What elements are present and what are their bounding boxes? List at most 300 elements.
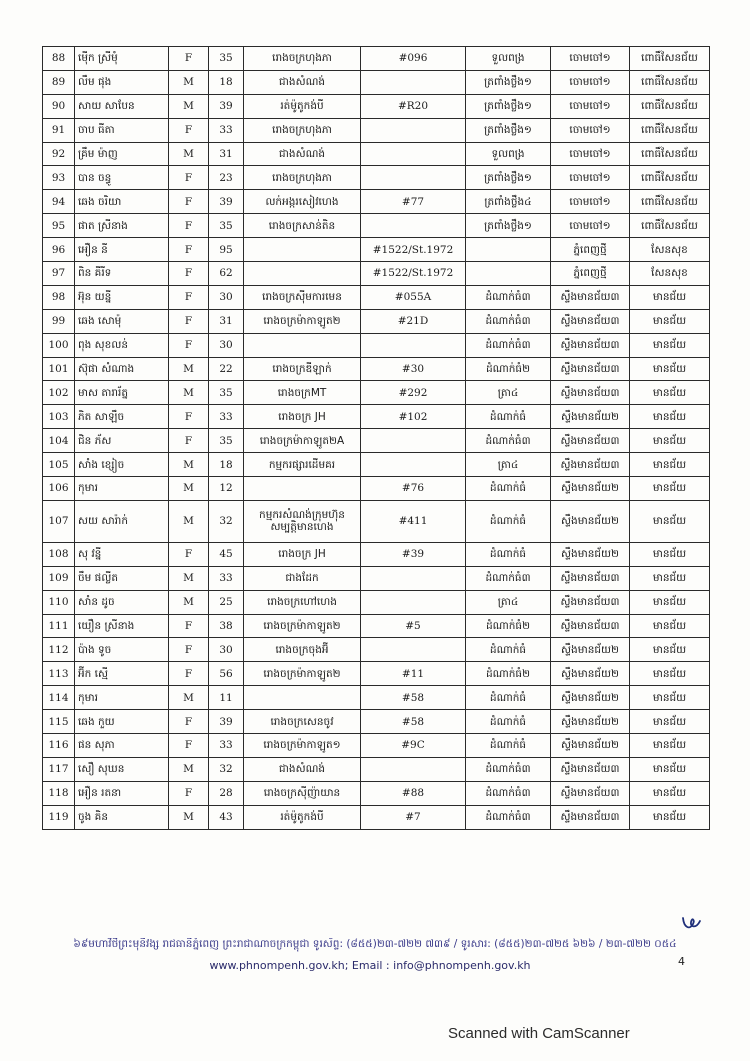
street-cell: ដំណាក់ធំ៣: [466, 429, 551, 453]
age-cell: 18: [209, 453, 244, 477]
house-number-cell: [361, 757, 466, 781]
table-row: [43, 710, 710, 734]
age-cell: 62: [209, 262, 244, 286]
age-cell: 31: [209, 309, 244, 333]
commune-cell: មានជ័យ: [630, 781, 710, 805]
person-name-cell: ពុង សុខលន់: [75, 333, 169, 357]
person-name-cell: គ្រឹម ម៉ាញ: [75, 142, 169, 166]
street-cell: ត្រពាំងថ្លឹង១: [466, 166, 551, 190]
row-number-cell: 118: [43, 781, 75, 805]
sex-cell: M: [169, 590, 209, 614]
house-number-cell: #39: [361, 542, 466, 566]
commune-cell: ពោធិ៍សែនជ័យ: [630, 118, 710, 142]
commune-cell: មានជ័យ: [630, 638, 710, 662]
table-row: [43, 805, 710, 829]
workplace-cell: រោងចក្រម៉ាកាឡូត២: [244, 614, 361, 638]
street-cell: [466, 262, 551, 286]
roster-table: [42, 46, 710, 830]
age-cell: 33: [209, 566, 244, 590]
street-cell: ដំណាក់ធំ: [466, 500, 551, 542]
workplace-cell: រោងចក្រហៅហេង: [244, 590, 361, 614]
commune-cell: ពោធិ៍សែនជ័យ: [630, 190, 710, 214]
person-name-cell: សយ សារ៉ាក់: [75, 500, 169, 542]
age-cell: 30: [209, 638, 244, 662]
age-cell: 35: [209, 47, 244, 71]
commune-cell: ពោធិ៍សែនជ័យ: [630, 70, 710, 94]
house-number-cell: [361, 590, 466, 614]
commune-cell: ពោធិ៍សែនជ័យ: [630, 94, 710, 118]
street-cell: ត្រា៤: [466, 453, 551, 477]
sex-cell: F: [169, 214, 209, 238]
sex-cell: F: [169, 309, 209, 333]
commune-cell: មានជ័យ: [630, 734, 710, 758]
sex-cell: F: [169, 405, 209, 429]
commune-cell: មានជ័យ: [630, 500, 710, 542]
person-name-cell: អ៊ុន យន្នី: [75, 285, 169, 309]
workplace-cell: រោងចក្រម៉ាកាឡូត២: [244, 309, 361, 333]
workplace-cell: [244, 333, 361, 357]
person-name-cell: ឆេង សោម៉ុ: [75, 309, 169, 333]
sex-cell: F: [169, 333, 209, 357]
table-row: [43, 142, 710, 166]
workplace-cell: រត់ម៉ូតូកង់បី: [244, 94, 361, 118]
person-name-cell: អឿន នី: [75, 238, 169, 262]
house-number-cell: #055A: [361, 285, 466, 309]
commune-cell: មានជ័យ: [630, 381, 710, 405]
age-cell: 31: [209, 142, 244, 166]
person-name-cell: ចាប ធីតា: [75, 118, 169, 142]
table-row: [43, 405, 710, 429]
workplace-cell: រោងចក្រសាន់តិន: [244, 214, 361, 238]
workplace-cell: រោងចក្រម៉ាកាឡូត២: [244, 662, 361, 686]
person-name-cell: អឿន រតនា: [75, 781, 169, 805]
commune-cell: ពោធិ៍សែនជ័យ: [630, 47, 710, 71]
person-name-cell: ផាត ស្រីនាង: [75, 214, 169, 238]
commune-cell: មានជ័យ: [630, 614, 710, 638]
village-cell: ស្ទឹងមានជ័យ៣: [551, 590, 630, 614]
workplace-cell: រោងចក្រឌីឡាក់: [244, 357, 361, 381]
sex-cell: F: [169, 781, 209, 805]
house-number-cell: #096: [361, 47, 466, 71]
person-name-cell: លឹម ផុង: [75, 70, 169, 94]
person-name-cell: មាស តារារ័ត្ន: [75, 381, 169, 405]
house-number-cell: #102: [361, 405, 466, 429]
village-cell: ស្ទឹងមានជ័យ៣: [551, 309, 630, 333]
person-name-cell: សាំន ដូច: [75, 590, 169, 614]
row-number-cell: 113: [43, 662, 75, 686]
house-number-cell: [361, 453, 466, 477]
person-name-cell: សឿ សុឃន: [75, 757, 169, 781]
page-number: 4: [678, 955, 685, 968]
commune-cell: មានជ័យ: [630, 662, 710, 686]
workplace-cell: ជាងសំណង់: [244, 757, 361, 781]
sex-cell: F: [169, 710, 209, 734]
table-row: [43, 638, 710, 662]
workplace-cell: ជាងដែក: [244, 566, 361, 590]
person-name-cell: ឆេង កួយ: [75, 710, 169, 734]
row-number-cell: 96: [43, 238, 75, 262]
sex-cell: M: [169, 757, 209, 781]
village-cell: ស្ទឹងមានជ័យ២: [551, 686, 630, 710]
street-cell: ទួលពង្រ: [466, 47, 551, 71]
person-name-cell: ឆេង ចរិយា: [75, 190, 169, 214]
workplace-cell: [244, 477, 361, 501]
person-name-cell: យឿន ស្រីនាង: [75, 614, 169, 638]
row-number-cell: 110: [43, 590, 75, 614]
sex-cell: F: [169, 47, 209, 71]
commune-cell: មានជ័យ: [630, 357, 710, 381]
sex-cell: F: [169, 429, 209, 453]
workplace-cell: រោងចក្រស៊ីមការមេន: [244, 285, 361, 309]
workplace-cell: រោងចក្រចុងអ៊ី: [244, 638, 361, 662]
table-row: [43, 285, 710, 309]
house-number-cell: [361, 142, 466, 166]
street-cell: ត្រពាំងថ្លឹង១: [466, 94, 551, 118]
sex-cell: F: [169, 662, 209, 686]
row-number-cell: 119: [43, 805, 75, 829]
sex-cell: M: [169, 805, 209, 829]
street-cell: ត្រពាំងថ្លឹង១: [466, 70, 551, 94]
row-number-cell: 91: [43, 118, 75, 142]
house-number-cell: #1522/St.1972: [361, 238, 466, 262]
footer-address: ៦៩មហាវិថីព្រះមុនីវង្ស រាជធានីភ្នំពេញ ព្រះរាជាណាចក្រកម្ពុជា ទូរស័ព្ទ: (៨៥៥)២៣-៧២២ ៧៣៩ / ទូរសារ: (៨៥៥)២៣-៧២៥ ៦២៦ / ២៣-៧២២ ០៥៤: [73, 938, 677, 950]
workplace-cell: [244, 686, 361, 710]
village-cell: ចោមចៅ១: [551, 190, 630, 214]
person-name-cell: សុ វន្នី: [75, 542, 169, 566]
house-number-cell: #7: [361, 805, 466, 829]
row-number-cell: 92: [43, 142, 75, 166]
table-row: [43, 734, 710, 758]
workplace-cell: រត់ម៉ូតូកង់បី: [244, 805, 361, 829]
village-cell: ស្ទឹងមានជ័យ២: [551, 734, 630, 758]
workplace-cell: [244, 238, 361, 262]
sex-cell: F: [169, 262, 209, 286]
workplace-cell: រោងចក្រហុងភា: [244, 47, 361, 71]
age-cell: 23: [209, 166, 244, 190]
street-cell: ដំណាក់ធំ៣: [466, 309, 551, 333]
table-row: [43, 781, 710, 805]
person-name-cell: កុមារ: [75, 686, 169, 710]
age-cell: 43: [209, 805, 244, 829]
street-cell: ដំណាក់ធំ: [466, 686, 551, 710]
street-cell: ត្រា៤: [466, 590, 551, 614]
village-cell: ចោមចៅ១: [551, 70, 630, 94]
village-cell: ចោមចៅ១: [551, 94, 630, 118]
age-cell: 39: [209, 94, 244, 118]
house-number-cell: #21D: [361, 309, 466, 333]
house-number-cell: [361, 638, 466, 662]
commune-cell: មានជ័យ: [630, 686, 710, 710]
table-row: [43, 214, 710, 238]
sex-cell: M: [169, 94, 209, 118]
footer-contact: www.phnompenh.gov.kh; Email : info@phnompenh.gov.kh: [209, 959, 531, 972]
sex-cell: M: [169, 566, 209, 590]
street-cell: ដំណាក់ធំ: [466, 542, 551, 566]
table-row: [43, 238, 710, 262]
age-cell: 30: [209, 285, 244, 309]
house-number-cell: [361, 566, 466, 590]
row-number-cell: 111: [43, 614, 75, 638]
house-number-cell: [361, 166, 466, 190]
workplace-cell: រោងចក្រម៉ាកាឡូត២A: [244, 429, 361, 453]
commune-cell: សែនសុខ: [630, 262, 710, 286]
table-row: [43, 333, 710, 357]
person-name-cell: ស៊ុផា សំណាង: [75, 357, 169, 381]
table-row: [43, 686, 710, 710]
house-number-cell: #9C: [361, 734, 466, 758]
age-cell: 33: [209, 734, 244, 758]
row-number-cell: 90: [43, 94, 75, 118]
table-row: [43, 190, 710, 214]
person-name-cell: កុមារ: [75, 477, 169, 501]
commune-cell: មានជ័យ: [630, 405, 710, 429]
age-cell: 39: [209, 710, 244, 734]
house-number-cell: #30: [361, 357, 466, 381]
table-row: [43, 566, 710, 590]
sex-cell: F: [169, 734, 209, 758]
house-number-cell: #1522/St.1972: [361, 262, 466, 286]
commune-cell: មានជ័យ: [630, 566, 710, 590]
row-number-cell: 117: [43, 757, 75, 781]
commune-cell: មានជ័យ: [630, 285, 710, 309]
workplace-cell: រោងចក្រស៊ីញ៉ាយាន: [244, 781, 361, 805]
village-cell: ស្ទឹងមានជ័យ២: [551, 477, 630, 501]
house-number-cell: #11: [361, 662, 466, 686]
village-cell: ស្ទឹងមានជ័យ៣: [551, 566, 630, 590]
age-cell: 35: [209, 381, 244, 405]
age-cell: 45: [209, 542, 244, 566]
table-row: [43, 262, 710, 286]
workplace-cell: រោងចក្រសេនចូវ: [244, 710, 361, 734]
house-number-cell: [361, 118, 466, 142]
sex-cell: F: [169, 542, 209, 566]
house-number-cell: [361, 333, 466, 357]
village-cell: ស្ទឹងមានជ័យ២: [551, 710, 630, 734]
village-cell: ស្ទឹងមានជ័យ២: [551, 405, 630, 429]
village-cell: ចោមចៅ១: [551, 166, 630, 190]
table-row: [43, 70, 710, 94]
table-row: [43, 590, 710, 614]
workplace-cell: រោងចក្រ JH: [244, 405, 361, 429]
table-row: [43, 94, 710, 118]
sex-cell: F: [169, 166, 209, 190]
row-number-cell: 114: [43, 686, 75, 710]
table-row: [43, 118, 710, 142]
age-cell: 38: [209, 614, 244, 638]
age-cell: 35: [209, 214, 244, 238]
commune-cell: ពោធិ៍សែនជ័យ: [630, 214, 710, 238]
sex-cell: M: [169, 453, 209, 477]
sex-cell: M: [169, 381, 209, 405]
row-number-cell: 97: [43, 262, 75, 286]
house-number-cell: #76: [361, 477, 466, 501]
street-cell: ត្រពាំងថ្លឹង៤: [466, 190, 551, 214]
house-number-cell: [361, 70, 466, 94]
row-number-cell: 108: [43, 542, 75, 566]
person-name-cell: ពិន គីរីទ: [75, 262, 169, 286]
village-cell: ស្ទឹងមានជ័យ២: [551, 542, 630, 566]
table-row: [43, 662, 710, 686]
street-cell: ដំណាក់ធំ២: [466, 357, 551, 381]
commune-cell: មានជ័យ: [630, 453, 710, 477]
sex-cell: M: [169, 500, 209, 542]
village-cell: ស្ទឹងមានជ័យ៣: [551, 333, 630, 357]
workplace-cell: ជាងសំណង់: [244, 142, 361, 166]
village-cell: ស្ទឹងមានជ័យ៣: [551, 285, 630, 309]
street-cell: ដំណាក់ធំ: [466, 734, 551, 758]
table-row: [43, 47, 710, 71]
workplace-cell: រោងចក្រហុងភា: [244, 118, 361, 142]
row-number-cell: 104: [43, 429, 75, 453]
workplace-cell: កម្មករសំណង់ក្រុមហ៊ុន សម្បត្តិមានហេង: [244, 500, 361, 542]
sex-cell: F: [169, 190, 209, 214]
table-row: [43, 453, 710, 477]
age-cell: 28: [209, 781, 244, 805]
age-cell: 22: [209, 357, 244, 381]
sex-cell: F: [169, 118, 209, 142]
row-number-cell: 101: [43, 357, 75, 381]
village-cell: ស្ទឹងមានជ័យ៣: [551, 453, 630, 477]
table-row: [43, 614, 710, 638]
age-cell: 56: [209, 662, 244, 686]
workplace-cell: រោងចក្រMT: [244, 381, 361, 405]
age-cell: 25: [209, 590, 244, 614]
street-cell: ដំណាក់ធំ៣: [466, 757, 551, 781]
village-cell: ចោមចៅ១: [551, 118, 630, 142]
commune-cell: ពោធិ៍សែនជ័យ: [630, 142, 710, 166]
house-number-cell: #88: [361, 781, 466, 805]
street-cell: [466, 238, 551, 262]
person-name-cell: ជិន ភ័ស: [75, 429, 169, 453]
commune-cell: មានជ័យ: [630, 542, 710, 566]
street-cell: ដំណាក់ធំ៣: [466, 333, 551, 357]
sex-cell: F: [169, 285, 209, 309]
street-cell: ដំណាក់ធំ៣: [466, 781, 551, 805]
house-number-cell: #292: [361, 381, 466, 405]
commune-cell: មានជ័យ: [630, 333, 710, 357]
street-cell: ដំណាក់ធំ: [466, 638, 551, 662]
row-number-cell: 106: [43, 477, 75, 501]
house-number-cell: #411: [361, 500, 466, 542]
row-number-cell: 95: [43, 214, 75, 238]
village-cell: ចោមចៅ១: [551, 142, 630, 166]
row-number-cell: 107: [43, 500, 75, 542]
village-cell: ស្ទឹងមានជ័យ៣: [551, 781, 630, 805]
village-cell: ចោមចៅ១: [551, 214, 630, 238]
row-number-cell: 116: [43, 734, 75, 758]
table-row: [43, 309, 710, 333]
workplace-cell: រោងចក្រម៉ាកាឡូត១: [244, 734, 361, 758]
workplace-cell: [244, 262, 361, 286]
commune-cell: មានជ័យ: [630, 590, 710, 614]
sex-cell: M: [169, 686, 209, 710]
commune-cell: មានជ័យ: [630, 757, 710, 781]
workplace-cell: រោងចក្រ JH: [244, 542, 361, 566]
table-row: [43, 357, 710, 381]
house-number-cell: #58: [361, 686, 466, 710]
row-number-cell: 112: [43, 638, 75, 662]
table-row: [43, 542, 710, 566]
house-number-cell: #5: [361, 614, 466, 638]
row-number-cell: 99: [43, 309, 75, 333]
age-cell: 95: [209, 238, 244, 262]
age-cell: 11: [209, 686, 244, 710]
row-number-cell: 102: [43, 381, 75, 405]
village-cell: ភ្នំពេញថ្មី: [551, 238, 630, 262]
table-row: [43, 429, 710, 453]
village-cell: ចោមចៅ១: [551, 47, 630, 71]
age-cell: 30: [209, 333, 244, 357]
street-cell: ត្រពាំងថ្លឹង១: [466, 214, 551, 238]
commune-cell: ពោធិ៍សែនជ័យ: [630, 166, 710, 190]
table-row: [43, 757, 710, 781]
table-row: [43, 477, 710, 501]
table-row: [43, 381, 710, 405]
age-cell: 35: [209, 429, 244, 453]
village-cell: ស្ទឹងមានជ័យ៣: [551, 757, 630, 781]
village-cell: ស្ទឹងមានជ័យ៣: [551, 429, 630, 453]
workplace-cell: លក់អង្ករសៀវហេង: [244, 190, 361, 214]
age-cell: 33: [209, 405, 244, 429]
street-cell: ដំណាក់ធំ២: [466, 662, 551, 686]
age-cell: 32: [209, 757, 244, 781]
sex-cell: M: [169, 357, 209, 381]
row-number-cell: 105: [43, 453, 75, 477]
person-name-cell: ភិត សាឡឹច: [75, 405, 169, 429]
person-name-cell: ផន សុភា: [75, 734, 169, 758]
street-cell: ដំណាក់ធំ៣: [466, 805, 551, 829]
age-cell: 12: [209, 477, 244, 501]
house-number-cell: [361, 429, 466, 453]
age-cell: 32: [209, 500, 244, 542]
row-number-cell: 115: [43, 710, 75, 734]
scanner-watermark: Scanned with CamScanner: [448, 1025, 630, 1042]
table-row: [43, 500, 710, 542]
row-number-cell: 109: [43, 566, 75, 590]
sex-cell: F: [169, 238, 209, 262]
sex-cell: M: [169, 142, 209, 166]
street-cell: ដំណាក់ធំ: [466, 477, 551, 501]
roster-body: [43, 47, 710, 830]
commune-cell: មានជ័យ: [630, 429, 710, 453]
row-number-cell: 98: [43, 285, 75, 309]
street-cell: ដំណាក់ធំ: [466, 710, 551, 734]
row-number-cell: 89: [43, 70, 75, 94]
village-cell: ភ្នំពេញថ្មី: [551, 262, 630, 286]
village-cell: ស្ទឹងមានជ័យ៣: [551, 357, 630, 381]
village-cell: ស្ទឹងមានជ័យ២: [551, 500, 630, 542]
workplace-cell: រោងចក្រហុងភា: [244, 166, 361, 190]
row-number-cell: 100: [43, 333, 75, 357]
table-row: [43, 166, 710, 190]
village-cell: ស្ទឹងមានជ័យ២: [551, 662, 630, 686]
sex-cell: F: [169, 638, 209, 662]
row-number-cell: 88: [43, 47, 75, 71]
street-cell: ដំណាក់ធំ៣: [466, 285, 551, 309]
street-cell: ដំណាក់ធំ: [466, 405, 551, 429]
commune-cell: មានជ័យ: [630, 309, 710, 333]
person-name-cell: អ៊ីក ស្មើ: [75, 662, 169, 686]
sex-cell: M: [169, 70, 209, 94]
person-name-cell: ចូង គិន: [75, 805, 169, 829]
sex-cell: F: [169, 614, 209, 638]
workplace-cell: កម្មករផ្សារដើមគរ: [244, 453, 361, 477]
village-cell: ស្ទឹងមានជ័យ៣: [551, 381, 630, 405]
person-name-cell: សាំង ខ្សៀច: [75, 453, 169, 477]
age-cell: 33: [209, 118, 244, 142]
sex-cell: M: [169, 477, 209, 501]
house-number-cell: #58: [361, 710, 466, 734]
